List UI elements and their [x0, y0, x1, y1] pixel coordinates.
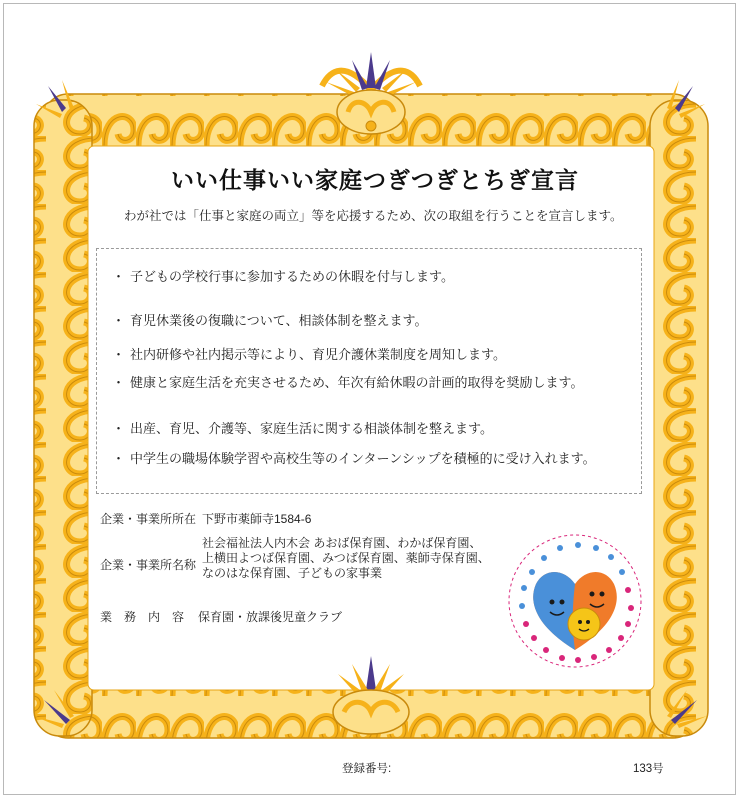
bullet: ・	[112, 422, 126, 437]
commitment-item	[112, 420, 632, 440]
declaration-logo	[506, 532, 644, 670]
bullet: ・	[112, 314, 126, 329]
business-label: 業 務 内 容	[100, 610, 185, 624]
commitment-item	[112, 374, 632, 394]
commitment-text: 中学生の職場体験学習や高校生等のインターンシップを積極的に受け入れます。	[130, 452, 596, 467]
commitment-text: 健康と家庭生活を充実させるため、年次有給休暇の計画的取得を奨励します。	[130, 376, 584, 391]
commitment-item	[112, 268, 632, 288]
commitment-item	[112, 312, 632, 332]
bullet: ・	[112, 376, 126, 391]
bullet: ・	[112, 348, 126, 363]
business-value: 保育園・放課後児童クラブ	[198, 610, 343, 624]
address-value: 下野市薬師寺1584-6	[202, 512, 312, 526]
commitment-item	[112, 450, 632, 470]
registration-number: 133号	[633, 763, 664, 775]
commitment-text: 育児休業後の復職について、相談体制を整えます。	[130, 314, 428, 329]
certificate-title: いい仕事いい家庭つぎつぎとちぎ宣言	[171, 167, 579, 194]
commitment-text: 社内研修や社内掲示等により、育児介護休業制度を周知します。	[130, 348, 506, 363]
bullet: ・	[112, 270, 126, 285]
company-name-label: 企業・事業所名称	[100, 558, 197, 572]
registration-label: 登録番号:	[342, 763, 392, 775]
company-name-value: 社会福祉法人内木会 あおば保育園、わかば保育園、上横田よつば保育園、みつば保育園、薬師寺保育園、なのはな保育園、子どもの家事業	[202, 536, 490, 580]
commitment-item	[112, 346, 632, 366]
commitment-text: 出産、育児、介護等、家庭生活に関する相談体制を整えます。	[130, 422, 493, 437]
certificate-intro: わが社では「仕事と家庭の両立」等を応援するため、次の取組を行うことを宣言します。	[124, 208, 623, 223]
commitment-text: 子どもの学校行事に参加するための休暇を付与します。	[130, 270, 454, 285]
address-label: 企業・事業所所在	[100, 512, 197, 526]
bullet: ・	[112, 452, 126, 467]
